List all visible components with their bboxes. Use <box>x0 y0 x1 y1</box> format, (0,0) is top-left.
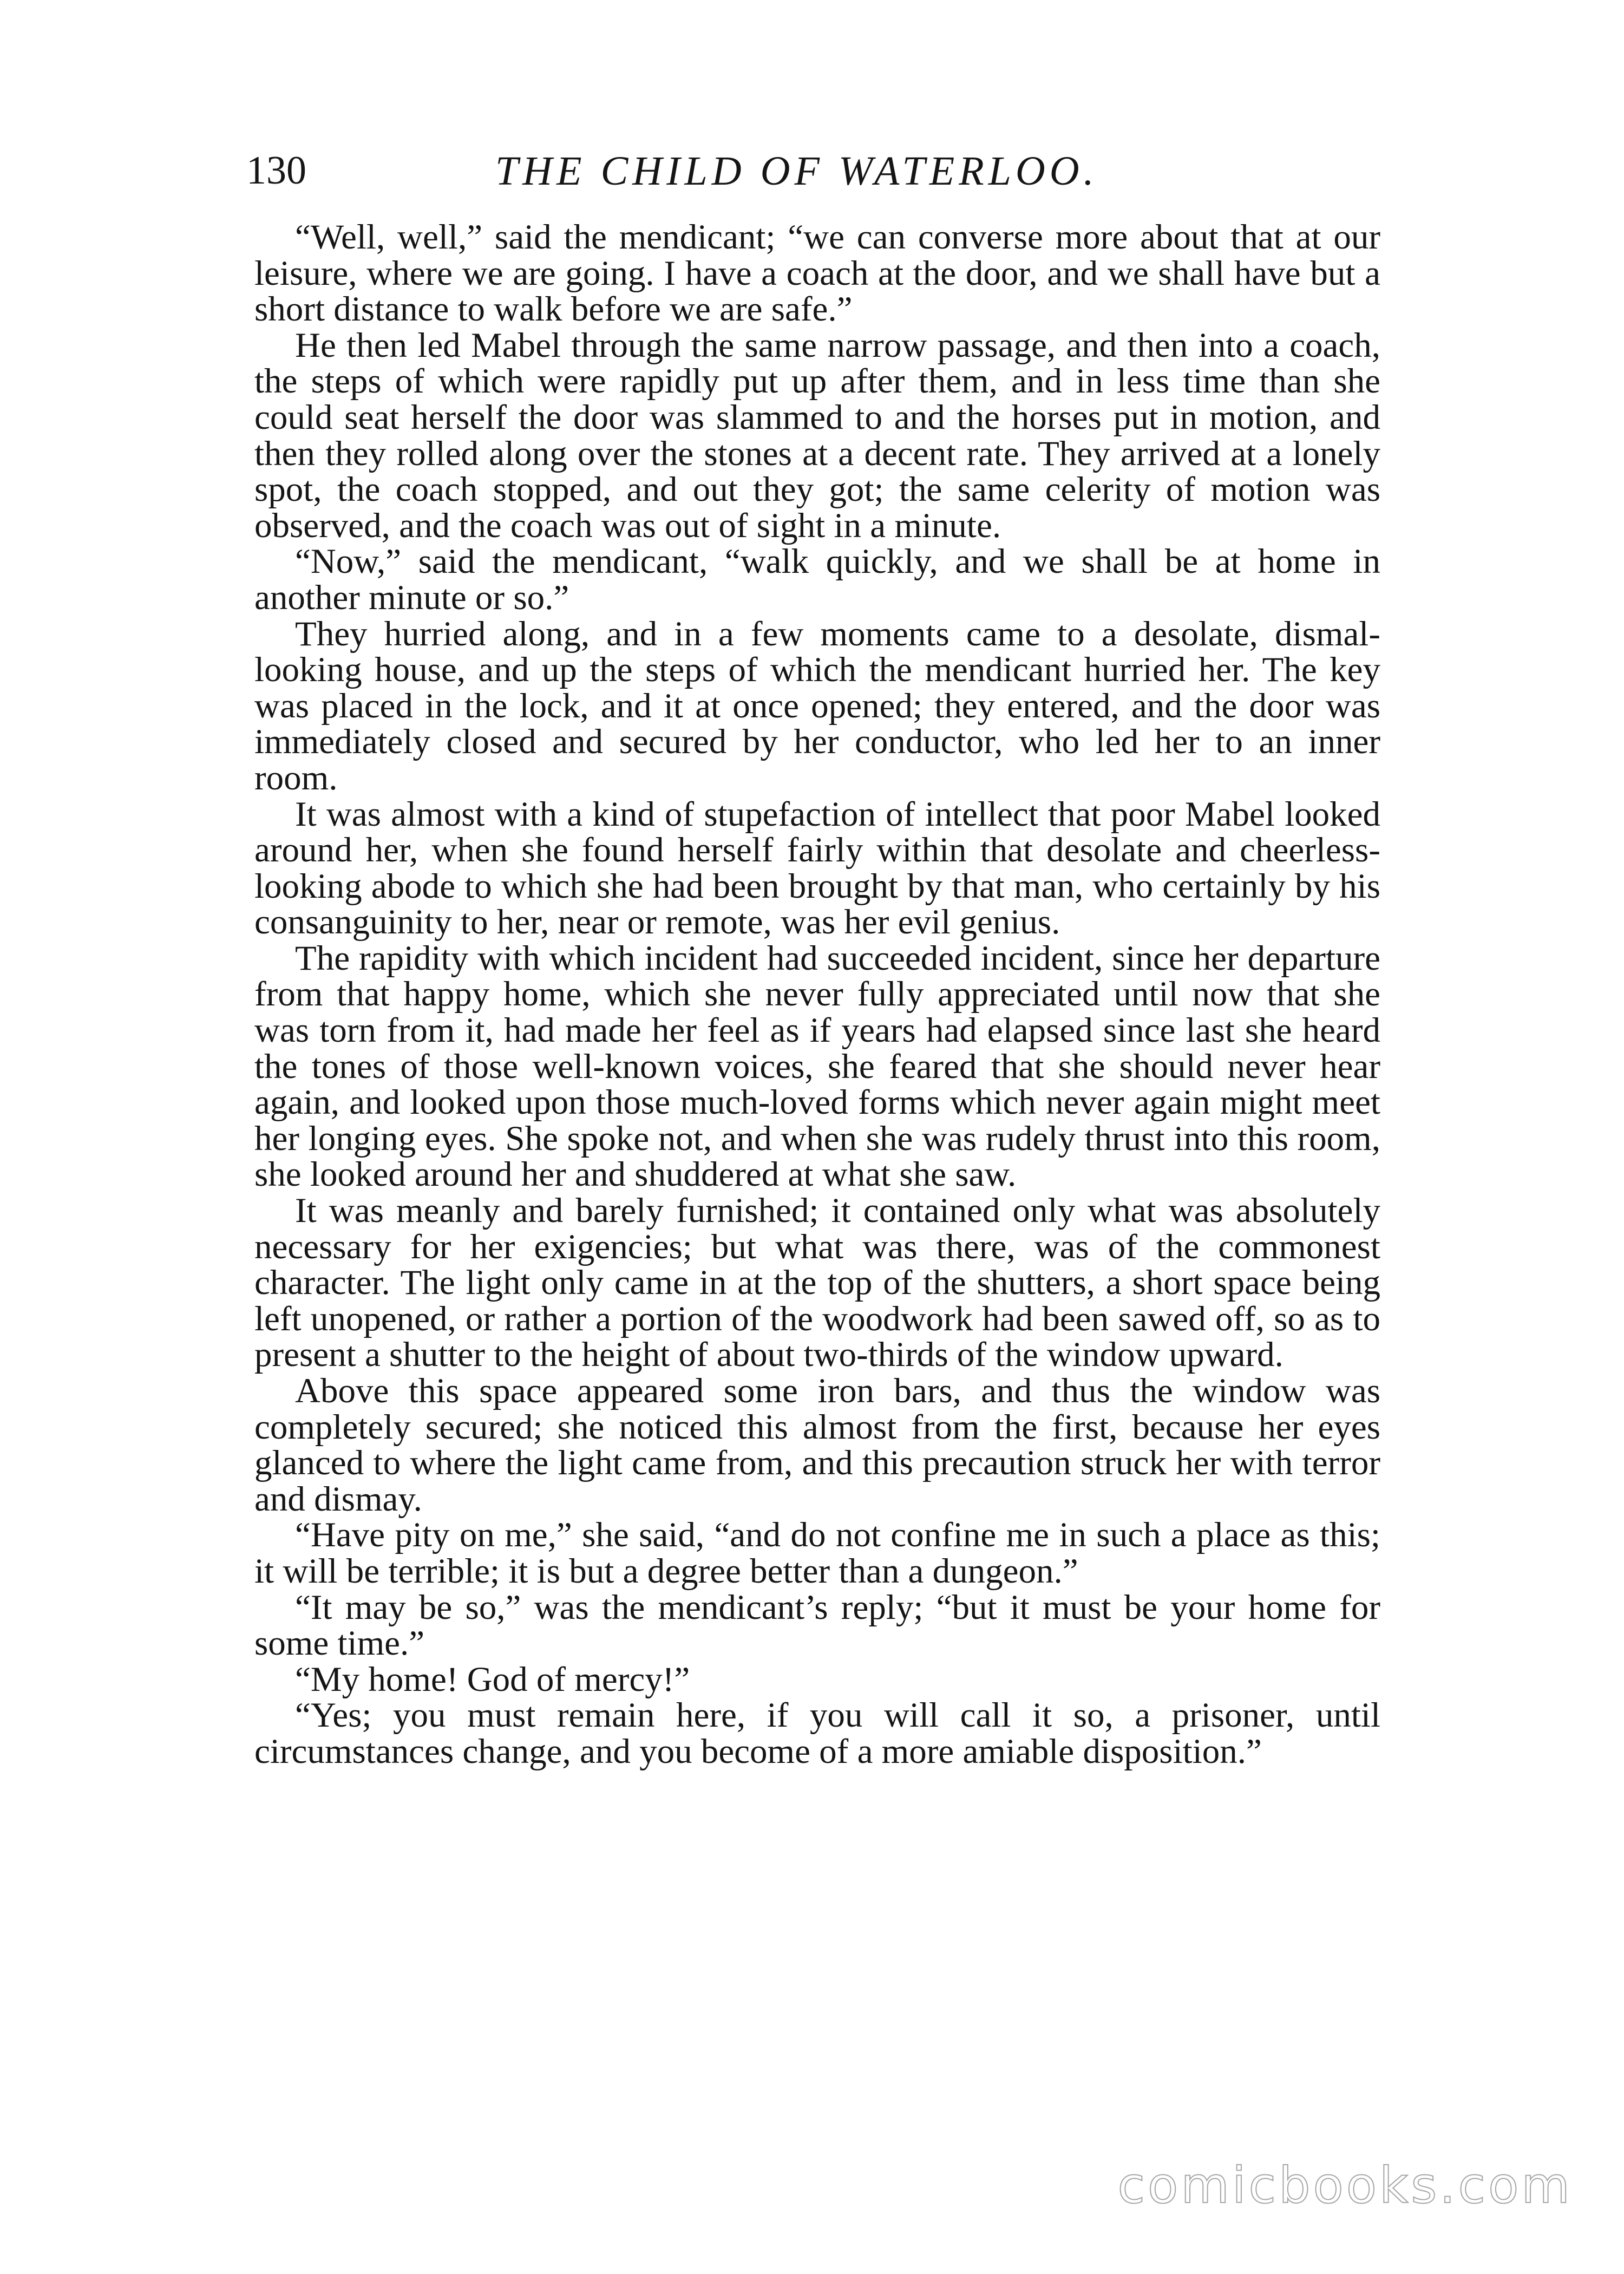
paragraph: It was almost with a kind of stupefaction of intellect that poor Mabel looked around her, when she found herself fairly within that desolate and cheerless-looking abode to which she had been brought by that man, who certainly by his consanguinity to her, near or remote, was her evil genius. <box>254 794 1380 942</box>
paragraph: He then led Mabel through the same narrow passage, and then into a coach, the steps of which were rapidly put up after them, and in less time than she could seat herself the door was slammed to and the horses put in motion, and then they rolled along over the stones at a decent rate. They arrived at a lonely spot, the coach stopped, and out they got; the same celerity of motion was observed, and the coach was out of sight in a minute. <box>254 325 1380 545</box>
paragraph: Above this space appeared some iron bars, and thus the window was completely secured; she noticed this almost from the first, because her eyes glanced to where the light came from, and this precaution struck her with terror and dismay. <box>254 1371 1380 1519</box>
running-title: THE CHILD OF WATERLOO. <box>495 148 1098 194</box>
body-text <box>254 219 1380 1770</box>
paragraph: “It may be so,” was the mendicant’s reply; “but it must be your home for some time.” <box>254 1587 1380 1663</box>
paragraph: It was meanly and barely furnished; it contained only what was absolutely necessary for her exigencies; but what was there, was of the commonest character. The light only came in at the top of the shutters, a short space being left unopened, or rather a portion of the woodwork had been sawed off, so as to present a shutter to the height of about two-thirds of the window upward. <box>254 1191 1380 1375</box>
paragraph: The rapidity with which incident had succeeded incident, since her departure from that happy home, which she never fully appreciated until now that she was torn from it, had made her feel as if years had elapsed since last she heard the tones of those well-known voices, she feared that she should never hear again, and looked upon those much-loved forms which never again might meet her longing eyes. She spoke not, and when she was rudely thrust into this room, she looked around her and shuddered at what she saw. <box>254 938 1380 1194</box>
paragraph: “Well, well,” said the mendicant; “we can converse more about that at our leisure, where we are going. I have a coach at the door, and we shall have but a short distance to walk before we are safe.” <box>254 218 1380 329</box>
paragraph: “Yes; you must remain here, if you will call it so, a prisoner, until circumstances change, and you become of a more amiable disposition.” <box>254 1696 1380 1771</box>
watermark: comicbooks.com <box>1117 2157 1573 2214</box>
page-number: 130 <box>246 148 306 193</box>
paragraph: They hurried along, and in a few moments came to a desolate, dismal-looking house, and up the steps of which the mendicant hurried her. The key was placed in the lock, and it at once opened; they entered, and the door was immediately closed and secured by her conductor, who led her to an inner room. <box>254 614 1380 798</box>
page-header <box>246 148 1399 210</box>
paragraph: “My home! God of mercy!” <box>295 1659 690 1699</box>
paragraph: “Have pity on me,” she said, “and do not confine me in such a place as this; it will be terrible; it is but a degree better than a dungeon.” <box>254 1515 1380 1591</box>
paragraph: “Now,” said the mendicant, “walk quickly, and we shall be at home in another minute or so.” <box>254 542 1380 617</box>
